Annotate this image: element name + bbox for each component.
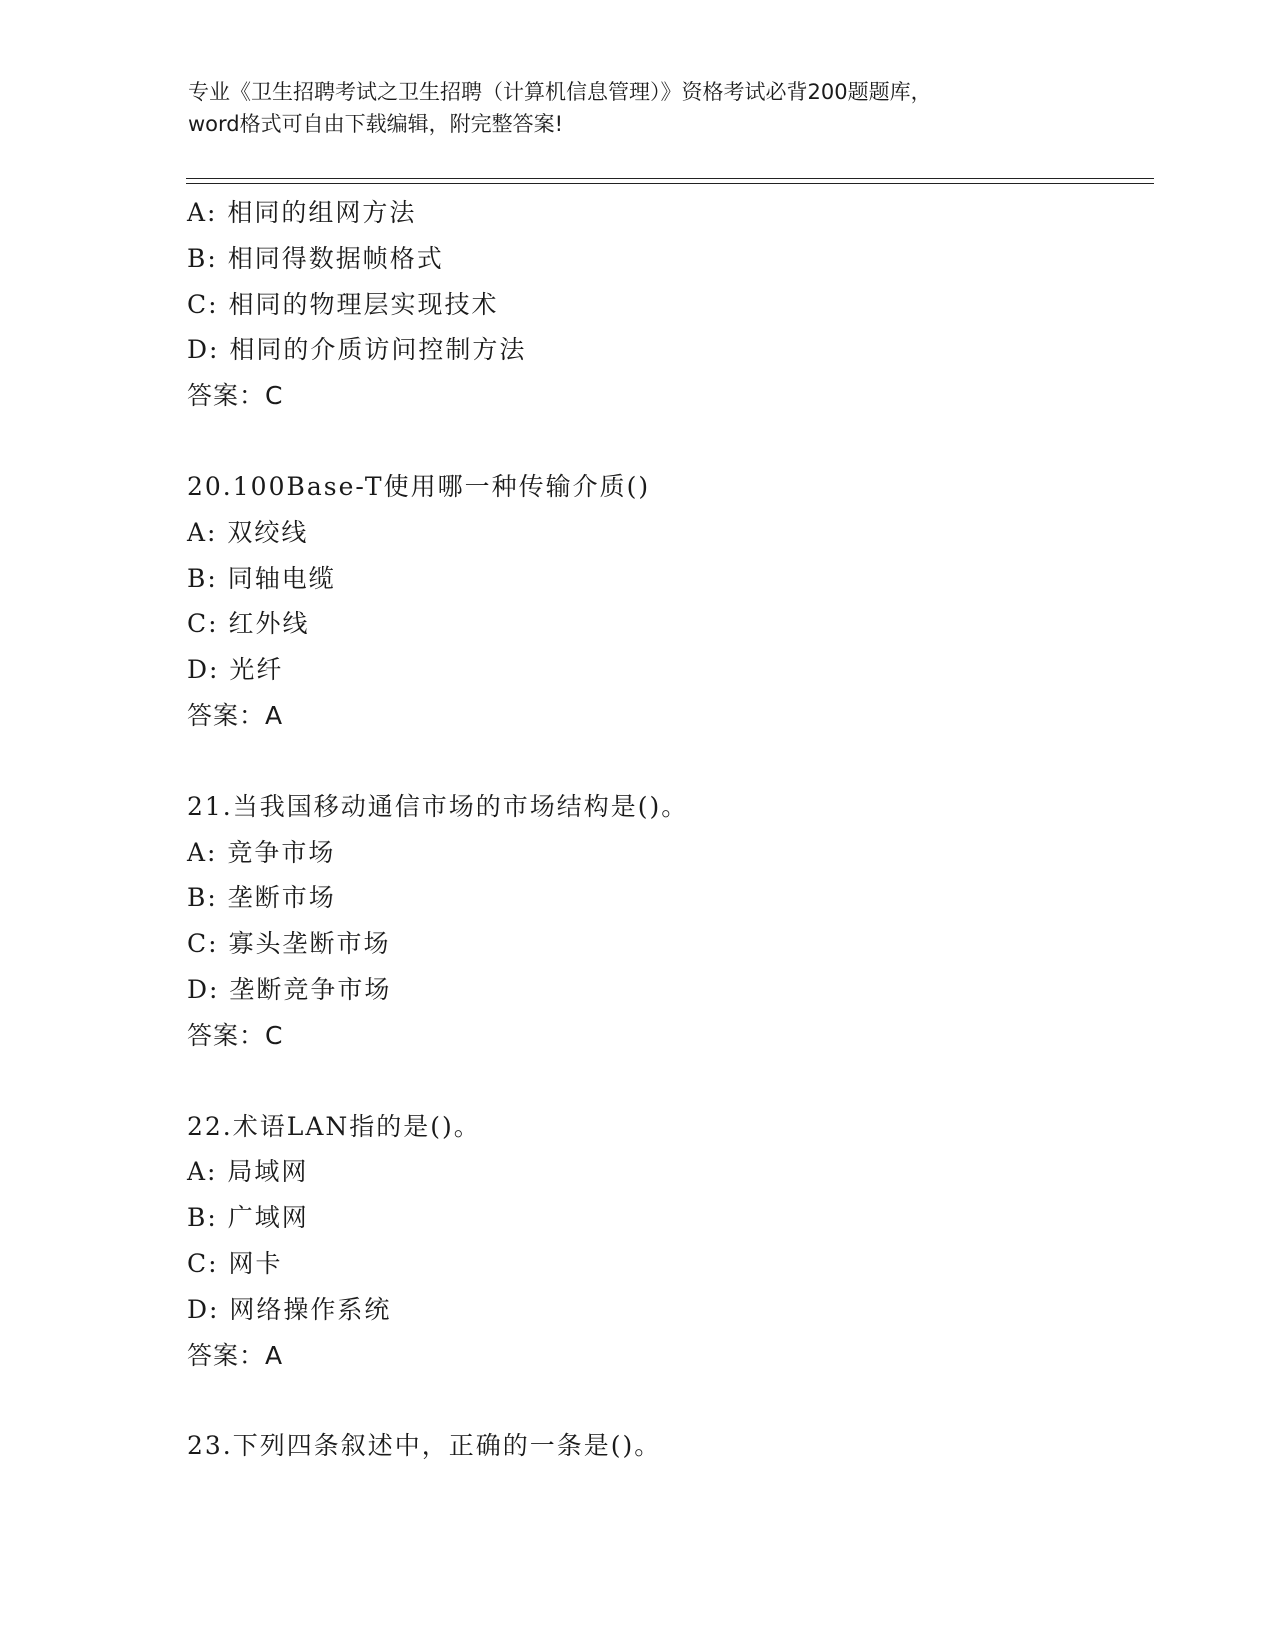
option-a: A: 双绞线 — [187, 517, 309, 547]
question-text: 23.下列四条叙述中，正确的一条是()。 — [187, 1431, 662, 1461]
header-divider-bottom — [186, 183, 1154, 184]
question-block — [187, 784, 1147, 1059]
option-a: A: 局域网 — [187, 1157, 309, 1187]
question-block — [187, 190, 1147, 419]
option-d: D: 网络操作系统 — [187, 1294, 392, 1324]
option-d: D: 光纤 — [187, 655, 284, 685]
question-block — [187, 1104, 1147, 1379]
header-title-line-2: word格式可自由下载编辑，附完整答案! — [188, 112, 564, 136]
spacer — [187, 739, 1147, 784]
question-text: 22.术语LAN指的是()。 — [187, 1111, 481, 1141]
option-b: B: 广域网 — [187, 1203, 309, 1233]
question-text: 20.100Base-T使用哪一种传输介质() — [187, 471, 651, 501]
answer-line: 答案：A — [187, 700, 284, 730]
option-a: A: 相同的组网方法 — [187, 198, 417, 227]
option-c: C: 相同的物理层实现技术 — [187, 289, 499, 319]
question-block — [187, 464, 1147, 739]
answer-line: 答案：A — [187, 1340, 284, 1370]
answer-line: 答案：C — [187, 381, 284, 411]
option-d: D: 相同的介质访问控制方法 — [187, 335, 527, 365]
option-c: C: 红外线 — [187, 609, 310, 639]
answer-line: 答案：C — [187, 1020, 284, 1050]
option-b: B: 垄断市场 — [187, 883, 336, 913]
option-b: B: 同轴电缆 — [187, 563, 336, 593]
option-c: C: 寡头垄断市场 — [187, 929, 391, 959]
question-text: 21.当我国移动通信市场的市场结构是()。 — [187, 791, 689, 821]
option-d: D: 垄断竞争市场 — [187, 974, 392, 1004]
question-list — [187, 190, 1147, 1469]
question-block — [187, 1423, 1147, 1469]
spacer — [187, 1059, 1147, 1104]
option-b: B: 相同得数据帧格式 — [187, 243, 444, 273]
option-c: C: 网卡 — [187, 1248, 283, 1278]
header-divider-top — [186, 178, 1154, 179]
spacer — [187, 1378, 1147, 1423]
spacer — [187, 419, 1147, 464]
option-a: A: 竞争市场 — [187, 837, 336, 867]
header-title-line-1: 专业《卫生招聘考试之卫生招聘（计算机信息管理）》资格考试必背200题题库， — [188, 80, 932, 104]
document-header — [188, 76, 1088, 140]
